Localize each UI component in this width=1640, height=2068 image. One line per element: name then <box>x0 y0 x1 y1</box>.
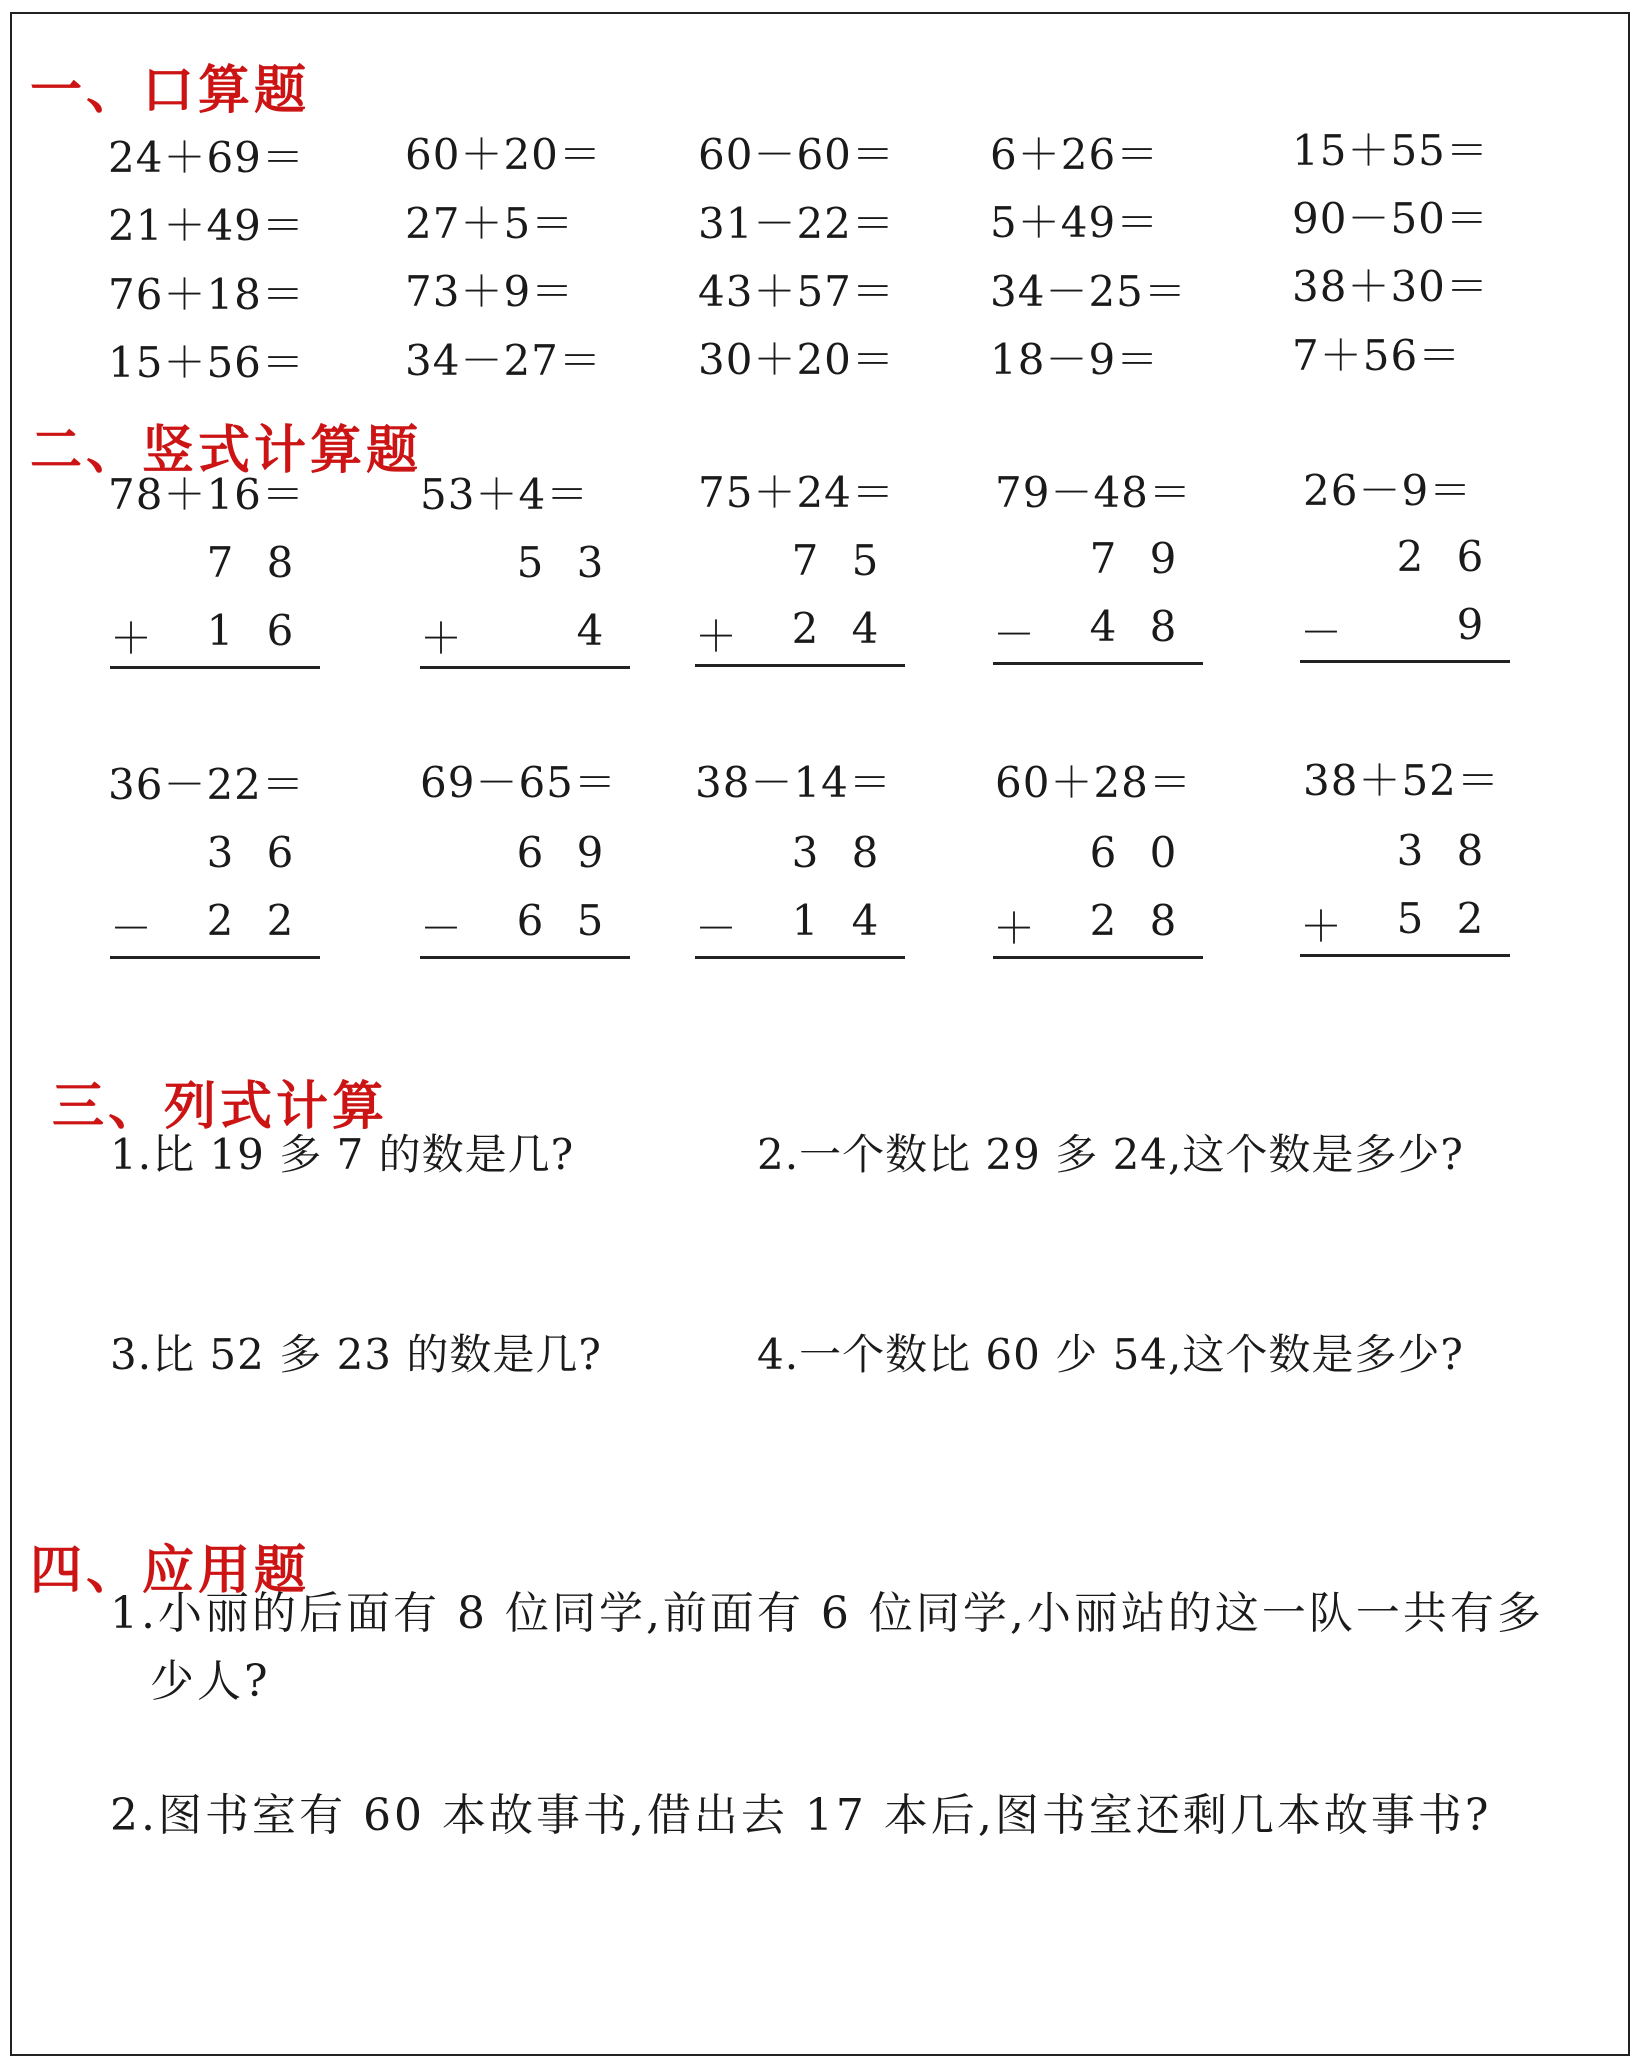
vertical-calc-problem <box>420 828 630 968</box>
top-ones-digit: 5 <box>851 536 879 585</box>
bottom-ones-digit: 2 <box>1456 894 1484 943</box>
mental-math-item: 27＋5＝ <box>405 199 575 248</box>
mental-math-item: 60－60＝ <box>698 130 895 179</box>
mental-math-item: 43＋57＝ <box>698 267 895 316</box>
bottom-tens-digit: 4 <box>1089 602 1117 651</box>
equation-question-1: 1.比 19 多 7 的数是几? <box>110 1130 575 1179</box>
top-ones-digit: 3 <box>576 538 604 587</box>
mental-math-item: 18－9＝ <box>990 335 1160 384</box>
mental-math-item: 90－50＝ <box>1292 194 1489 243</box>
operator-sign: ＋ <box>695 612 738 661</box>
mental-math-item: 30＋20＝ <box>698 335 895 384</box>
answer-line <box>695 664 905 667</box>
top-tens-digit: 3 <box>206 828 234 877</box>
top-tens-digit: 6 <box>1089 828 1117 877</box>
mental-math-item: 34－27＝ <box>405 336 602 385</box>
equation-question-2: 2.一个数比 29 多 24,这个数是多少? <box>757 1130 1464 1179</box>
bottom-tens-digit: 1 <box>791 896 819 945</box>
bottom-tens-digit: 2 <box>1089 896 1117 945</box>
vertical-calc-expression: 79－48＝ <box>995 468 1192 517</box>
mental-math-item: 24＋69＝ <box>108 133 305 182</box>
bottom-tens-digit: 2 <box>206 896 234 945</box>
answer-line <box>993 662 1203 665</box>
mental-math-item: 31－22＝ <box>698 199 895 248</box>
vertical-calc-expression: 36－22＝ <box>108 760 305 809</box>
top-ones-digit: 8 <box>1456 826 1484 875</box>
bottom-ones-digit: 9 <box>1456 600 1484 649</box>
section-4-title: 四、应用题 <box>30 1540 311 1601</box>
top-ones-digit: 0 <box>1149 828 1177 877</box>
bottom-ones-digit: 4 <box>851 896 879 945</box>
top-ones-digit: 6 <box>1456 532 1484 581</box>
operator-sign: － <box>420 904 463 953</box>
vertical-calc-problem <box>110 538 320 678</box>
bottom-ones-digit: 5 <box>576 896 604 945</box>
mental-math-item: 15＋56＝ <box>108 338 305 387</box>
vertical-calc-problem <box>110 828 320 968</box>
mental-math-item: 21＋49＝ <box>108 201 305 250</box>
vertical-calc-expression: 60＋28＝ <box>995 758 1192 807</box>
vertical-calc-expression: 53＋4＝ <box>420 470 590 519</box>
answer-line <box>1300 660 1510 663</box>
bottom-ones-digit: 4 <box>851 604 879 653</box>
operator-sign: － <box>1300 608 1343 657</box>
top-tens-digit: 7 <box>206 538 234 587</box>
mental-math-item: 76＋18＝ <box>108 270 305 319</box>
top-ones-digit: 8 <box>851 828 879 877</box>
operator-sign: － <box>110 904 153 953</box>
equation-question-4: 4.一个数比 60 少 54,这个数是多少? <box>757 1330 1464 1379</box>
word-problem-2 <box>110 1782 1530 1850</box>
answer-line <box>110 666 320 669</box>
top-tens-digit: 6 <box>516 828 544 877</box>
vertical-calc-problem <box>1300 532 1510 672</box>
vertical-calc-expression: 75＋24＝ <box>698 468 895 517</box>
vertical-calc-problem <box>1300 826 1510 966</box>
bottom-ones-digit: 2 <box>266 896 294 945</box>
bottom-ones-digit: 8 <box>1149 602 1177 651</box>
bottom-tens-digit: 6 <box>516 896 544 945</box>
mental-math-item: 38＋30＝ <box>1292 262 1489 311</box>
top-tens-digit: 5 <box>516 538 544 587</box>
section-2-title: 二、竖式计算题 <box>30 420 423 481</box>
word-problem-1-line-1: 1.小丽的后面有 8 位同学,前面有 6 位同学,小丽站的这一队一共有多 <box>110 1588 1544 1639</box>
answer-line <box>1300 954 1510 957</box>
vertical-calc-expression: 26－9＝ <box>1303 466 1473 515</box>
section-1-title: 一、口算题 <box>30 60 311 121</box>
vertical-calc-problem <box>993 828 1203 968</box>
vertical-calc-problem <box>420 538 630 678</box>
bottom-ones-digit: 4 <box>576 606 604 655</box>
top-tens-digit: 3 <box>1396 826 1424 875</box>
vertical-calc-problem <box>695 828 905 968</box>
bottom-tens-digit: 1 <box>206 606 234 655</box>
answer-line <box>420 956 630 959</box>
word-problem-2-text: 2.图书室有 60 本故事书,借出去 17 本后,图书室还剩几本故事书? <box>110 1790 1492 1841</box>
top-tens-digit: 2 <box>1396 532 1424 581</box>
vertical-calc-expression: 78＋16＝ <box>108 470 305 519</box>
top-ones-digit: 9 <box>576 828 604 877</box>
bottom-tens-digit: 5 <box>1396 894 1424 943</box>
answer-line <box>993 956 1203 959</box>
answer-line <box>110 956 320 959</box>
mental-math-item: 6＋26＝ <box>990 130 1160 179</box>
top-tens-digit: 3 <box>791 828 819 877</box>
operator-sign: ＋ <box>110 614 153 663</box>
mental-math-item: 73＋9＝ <box>405 267 575 316</box>
operator-sign: ＋ <box>420 614 463 663</box>
top-tens-digit: 7 <box>1089 534 1117 583</box>
vertical-calc-expression: 38＋52＝ <box>1303 756 1500 805</box>
operator-sign: ＋ <box>1300 902 1343 951</box>
bottom-tens-digit: 2 <box>791 604 819 653</box>
answer-line <box>695 956 905 959</box>
mental-math-item: 34－25＝ <box>990 267 1187 316</box>
vertical-calc-problem <box>993 534 1203 674</box>
top-tens-digit: 7 <box>791 536 819 585</box>
word-problem-1-line-2: 少人? <box>150 1656 271 1707</box>
word-problem-1 <box>110 1580 1544 1716</box>
mental-math-item: 7＋56＝ <box>1292 331 1462 380</box>
vertical-calc-expression: 38－14＝ <box>695 758 892 807</box>
answer-line <box>420 666 630 669</box>
vertical-calc-expression: 69－65＝ <box>420 758 617 807</box>
section-3-title: 三、列式计算 <box>52 1076 389 1137</box>
mental-math-item: 5＋49＝ <box>990 198 1160 247</box>
bottom-ones-digit: 6 <box>266 606 294 655</box>
top-ones-digit: 8 <box>266 538 294 587</box>
top-ones-digit: 6 <box>266 828 294 877</box>
vertical-calc-problem <box>695 536 905 676</box>
operator-sign: － <box>993 610 1036 659</box>
operator-sign: ＋ <box>993 904 1036 953</box>
equation-question-3: 3.比 52 多 23 的数是几? <box>110 1330 602 1379</box>
top-ones-digit: 9 <box>1149 534 1177 583</box>
mental-math-item: 60＋20＝ <box>405 130 602 179</box>
mental-math-item: 15＋55＝ <box>1292 126 1489 175</box>
bottom-ones-digit: 8 <box>1149 896 1177 945</box>
operator-sign: － <box>695 904 738 953</box>
